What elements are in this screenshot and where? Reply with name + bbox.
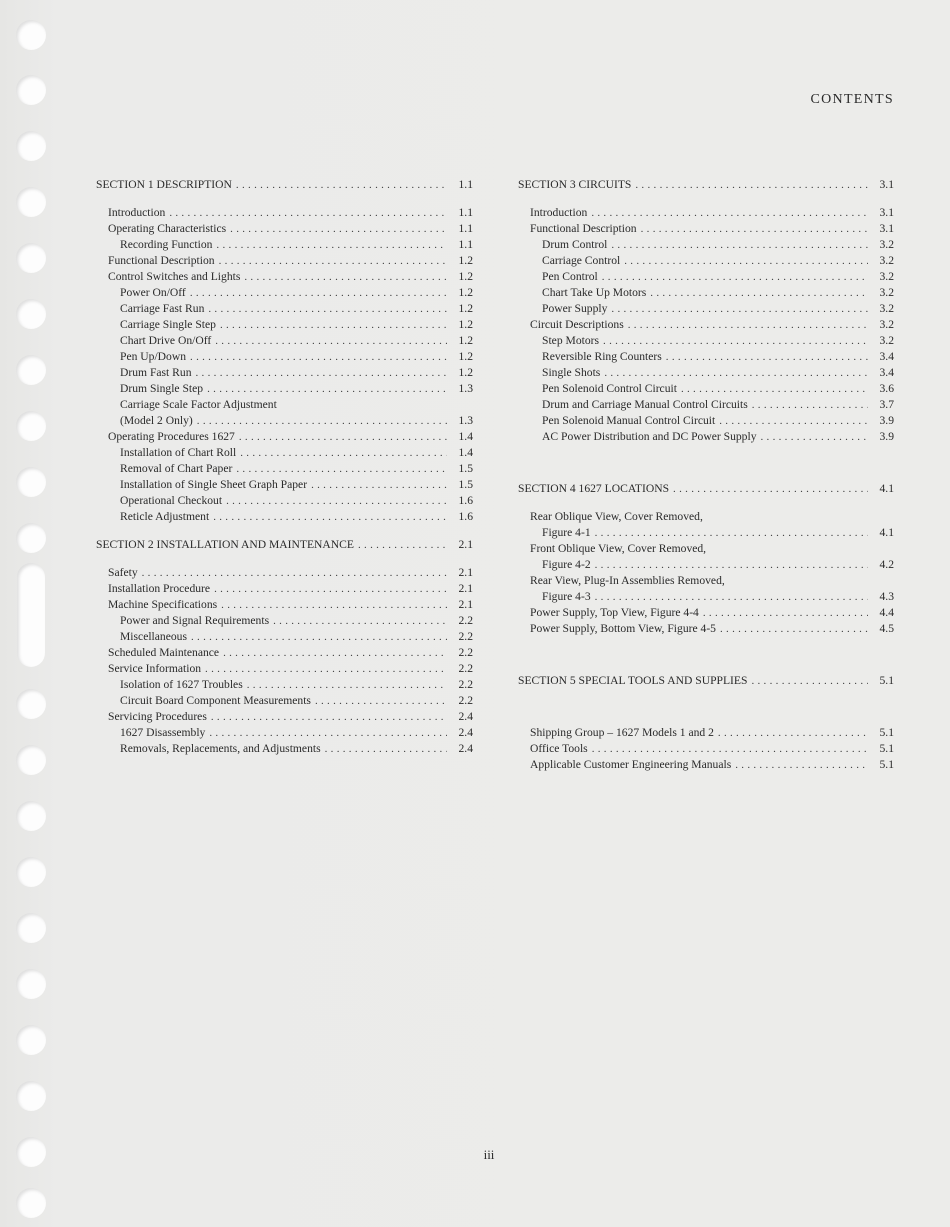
toc-page: 3.1	[879, 206, 894, 219]
toc-page: 3.9	[879, 414, 894, 427]
toc-label: Control Switches and Lights	[108, 270, 241, 283]
toc-entry[interactable]	[518, 221, 894, 237]
toc-leader	[169, 205, 447, 221]
binder-hole	[16, 745, 46, 775]
toc-label: Safety	[108, 566, 138, 579]
toc-leader	[719, 413, 868, 429]
toc-page: 1.1	[458, 222, 473, 235]
toc-leader	[190, 285, 447, 301]
toc-label: (Model 2 Only)	[120, 414, 193, 427]
toc-entry[interactable]	[96, 629, 473, 645]
toc-label: Shipping Group – 1627 Models 1 and 2	[530, 726, 714, 739]
toc-label: Reticle Adjustment	[120, 510, 210, 523]
toc-label: Carriage Single Step	[120, 318, 216, 331]
toc-leader	[196, 365, 448, 381]
binder-slot	[17, 563, 45, 667]
toc-leader	[666, 349, 868, 365]
toc-entry[interactable]	[96, 709, 473, 725]
toc-label: Single Shots	[542, 366, 601, 379]
toc-page: 1.2	[458, 270, 473, 283]
toc-page: 4.5	[879, 622, 894, 635]
toc-section-heading[interactable]	[518, 481, 894, 497]
toc-leader	[624, 253, 868, 269]
toc-page: 2.1	[458, 582, 473, 595]
binder-hole	[16, 20, 46, 50]
toc-label: Applicable Customer Engineering Manuals	[530, 758, 732, 771]
toc-entry[interactable]	[518, 541, 894, 557]
toc-page: 2.4	[458, 742, 473, 755]
toc-label: Power Supply, Bottom View, Figure 4-5	[530, 622, 716, 635]
toc-leader	[681, 381, 868, 397]
toc-entry[interactable]	[96, 445, 473, 461]
toc-entry[interactable]	[96, 237, 473, 253]
toc-label: Isolation of 1627 Troubles	[120, 678, 243, 691]
binder-holes	[0, 0, 60, 1227]
toc-label: Installation of Chart Roll	[120, 446, 237, 459]
toc-leader	[603, 333, 868, 349]
toc-entry[interactable]	[518, 429, 894, 445]
toc-entry[interactable]	[96, 221, 473, 237]
toc-entry[interactable]	[96, 565, 473, 581]
toc-entry[interactable]	[518, 413, 894, 429]
toc-label: Drum Control	[542, 238, 608, 251]
toc-label: Recording Function	[120, 238, 213, 251]
toc-page: 4.2	[879, 558, 894, 571]
toc-leader	[214, 581, 447, 597]
toc-label: Rear Oblique View, Cover Removed,	[530, 510, 703, 523]
toc-entry[interactable]	[96, 205, 473, 221]
toc-page: 2.1	[458, 538, 473, 551]
toc-label: SECTION 3 CIRCUITS	[518, 178, 632, 191]
toc-entry[interactable]	[96, 317, 473, 333]
toc-entry[interactable]	[96, 413, 473, 429]
toc-leader	[240, 445, 447, 461]
toc-page: 4.3	[879, 590, 894, 603]
page-number: iii	[483, 1147, 495, 1162]
toc-entry[interactable]	[96, 581, 473, 597]
toc-entry[interactable]	[518, 509, 894, 525]
toc-entry[interactable]	[96, 493, 473, 509]
toc-entry[interactable]	[96, 301, 473, 317]
toc-label: Front Oblique View, Cover Removed,	[530, 542, 707, 555]
toc-leader	[650, 285, 868, 301]
toc-leader	[595, 557, 868, 573]
binder-hole	[16, 689, 46, 719]
binder-hole	[16, 131, 46, 161]
toc-entry[interactable]	[518, 365, 894, 381]
toc-leader	[602, 269, 868, 285]
toc-leader	[592, 741, 868, 757]
toc-leader	[190, 349, 447, 365]
toc-page: 1.1	[458, 238, 473, 251]
toc-leader	[635, 177, 868, 193]
toc-page: 1.6	[458, 494, 473, 507]
toc-section-heading[interactable]	[518, 177, 894, 193]
toc-leader	[751, 673, 868, 689]
toc-page: 1.4	[458, 446, 473, 459]
toc-leader	[197, 413, 447, 429]
toc-entry[interactable]	[518, 381, 894, 397]
toc-page: 1.4	[458, 430, 473, 443]
binder-hole	[16, 523, 46, 553]
toc-page: 1.1	[458, 178, 473, 191]
binder-hole	[16, 969, 46, 999]
toc-page: 2.2	[458, 662, 473, 675]
toc-page: 5.1	[879, 726, 894, 739]
toc-page: 3.6	[879, 382, 894, 395]
toc-leader	[718, 725, 868, 741]
toc-label: Reversible Ring Counters	[542, 350, 662, 363]
toc-page: 3.1	[879, 222, 894, 235]
toc-entry[interactable]	[518, 349, 894, 365]
toc-page: 2.2	[458, 694, 473, 707]
toc-entry[interactable]	[96, 365, 473, 381]
toc-entry[interactable]	[96, 285, 473, 301]
binder-hole	[16, 857, 46, 887]
toc-page: 1.5	[458, 478, 473, 491]
toc-label: Carriage Control	[542, 254, 621, 267]
toc-label: Introduction	[108, 206, 166, 219]
toc-entry[interactable]	[96, 677, 473, 693]
toc-label: Power Supply, Top View, Figure 4-4	[530, 606, 699, 619]
toc-entry[interactable]	[96, 509, 473, 525]
toc-leader	[209, 725, 447, 741]
toc-page: 5.1	[879, 674, 894, 687]
toc-page: 3.2	[879, 254, 894, 267]
toc-page: 3.2	[879, 302, 894, 315]
toc-leader	[244, 269, 447, 285]
toc-page: 5.1	[879, 742, 894, 755]
toc-leader	[641, 221, 868, 237]
page-title: CONTENTS	[810, 92, 894, 107]
toc-label: SECTION 4 1627 LOCATIONS	[518, 482, 670, 495]
toc-entry[interactable]	[96, 381, 473, 397]
toc-label: Pen Solenoid Manual Control Circuit	[542, 414, 716, 427]
toc-leader	[207, 381, 447, 397]
toc-label: Service Information	[108, 662, 202, 675]
toc-page: 4.1	[879, 482, 894, 495]
toc-page: 1.6	[458, 510, 473, 523]
toc-leader	[628, 317, 868, 333]
toc-page: 4.4	[879, 606, 894, 619]
toc-page: 1.2	[458, 350, 473, 363]
toc-entry[interactable]	[518, 557, 894, 573]
toc-leader	[760, 429, 868, 445]
toc-page: 2.2	[458, 646, 473, 659]
toc-label: SECTION 1 DESCRIPTION	[96, 178, 232, 191]
toc-leader	[215, 333, 447, 349]
toc-leader	[595, 525, 868, 541]
toc-label: AC Power Distribution and DC Power Supply	[542, 430, 757, 443]
toc-leader	[325, 741, 447, 757]
toc-label: Circuit Board Component Measurements	[120, 694, 311, 707]
toc-page: 2.2	[458, 614, 473, 627]
binder-hole	[16, 1025, 46, 1055]
toc-right-column	[518, 177, 894, 773]
toc-entry[interactable]	[518, 397, 894, 413]
toc-page: 1.3	[458, 382, 473, 395]
toc-label: Installation Procedure	[108, 582, 211, 595]
toc-entry[interactable]	[96, 661, 473, 677]
toc-entry[interactable]	[96, 613, 473, 629]
toc-page: 1.1	[458, 206, 473, 219]
toc-page: 1.5	[458, 462, 473, 475]
binder-hole	[16, 411, 46, 441]
toc-page: 3.2	[879, 270, 894, 283]
toc-label: Functional Description	[530, 222, 637, 235]
toc-label: Pen Control	[542, 270, 598, 283]
toc-label: Power Supply	[542, 302, 608, 315]
toc-label: Power On/Off	[120, 286, 186, 299]
toc-leader	[735, 757, 868, 773]
toc-entry[interactable]	[518, 253, 894, 269]
toc-leader	[219, 253, 447, 269]
toc-page: 1.2	[458, 286, 473, 299]
toc-leader	[239, 429, 447, 445]
toc-leader	[273, 613, 447, 629]
binder-hole	[16, 913, 46, 943]
toc-label: Chart Take Up Motors	[542, 286, 647, 299]
toc-page: 1.3	[458, 414, 473, 427]
toc-leader	[236, 461, 447, 477]
toc-page: 1.2	[458, 254, 473, 267]
binder-hole	[16, 355, 46, 385]
toc-leader	[230, 221, 447, 237]
toc-leader	[720, 621, 868, 637]
toc-entry[interactable]	[96, 741, 473, 757]
toc-entry[interactable]	[518, 237, 894, 253]
toc-entry[interactable]	[518, 525, 894, 541]
toc-left-column	[96, 177, 473, 757]
toc-page: 1.2	[458, 334, 473, 347]
toc-label: Introduction	[530, 206, 588, 219]
toc-label: Power and Signal Requirements	[120, 614, 270, 627]
toc-entry[interactable]	[518, 725, 894, 741]
toc-page: 3.2	[879, 334, 894, 347]
toc-page: 2.1	[458, 566, 473, 579]
toc-leader	[703, 605, 868, 621]
toc-leader	[591, 205, 868, 221]
toc-page: 2.2	[458, 630, 473, 643]
binder-hole	[16, 1081, 46, 1111]
toc-leader	[216, 237, 447, 253]
toc-leader	[611, 301, 868, 317]
toc-entry[interactable]	[518, 573, 894, 589]
toc-label: Installation of Single Sheet Graph Paper	[120, 478, 308, 491]
toc-page: 2.2	[458, 678, 473, 691]
toc-leader	[213, 509, 447, 525]
toc-label: Removals, Replacements, and Adjustments	[120, 742, 321, 755]
toc-label: Pen Up/Down	[120, 350, 187, 363]
toc-entry[interactable]	[96, 645, 473, 661]
toc-page: 3.2	[879, 286, 894, 299]
toc-entry[interactable]	[96, 597, 473, 613]
toc-entry[interactable]	[96, 397, 473, 413]
binder-hole	[16, 801, 46, 831]
toc-label: Operating Characteristics	[108, 222, 227, 235]
toc-entry[interactable]	[518, 317, 894, 333]
toc-leader	[315, 693, 447, 709]
toc-label: Office Tools	[530, 742, 588, 755]
toc-leader	[611, 237, 868, 253]
binder-hole	[16, 187, 46, 217]
toc-label: Figure 4-3	[542, 590, 591, 603]
toc-entry[interactable]	[96, 477, 473, 493]
toc-leader	[358, 537, 447, 553]
toc-label: Chart Drive On/Off	[120, 334, 212, 347]
toc-entry[interactable]	[518, 741, 894, 757]
toc-leader	[191, 629, 447, 645]
toc-label: Operational Checkout	[120, 494, 223, 507]
toc-page: 4.1	[879, 526, 894, 539]
binder-hole	[16, 467, 46, 497]
toc-label: SECTION 5 SPECIAL TOOLS AND SUPPLIES	[518, 674, 748, 687]
toc-label: 1627 Disassembly	[120, 726, 206, 739]
toc-entry[interactable]	[518, 269, 894, 285]
toc-label: Carriage Scale Factor Adjustment	[120, 398, 277, 411]
toc-page: 1.2	[458, 366, 473, 379]
binder-hole	[16, 243, 46, 273]
toc-label: Operating Procedures 1627	[108, 430, 235, 443]
toc-leader	[205, 661, 447, 677]
toc-label: Figure 4-2	[542, 558, 591, 571]
toc-page: 3.2	[879, 318, 894, 331]
toc-entry[interactable]	[518, 301, 894, 317]
toc-entry[interactable]	[96, 429, 473, 445]
toc-label: Functional Description	[108, 254, 215, 267]
toc-page: 3.2	[879, 238, 894, 251]
toc-entry[interactable]	[96, 333, 473, 349]
toc-page: 3.9	[879, 430, 894, 443]
toc-label: Drum and Carriage Manual Control Circuits	[542, 398, 748, 411]
toc-label: Miscellaneous	[120, 630, 187, 643]
toc-page: 1.2	[458, 302, 473, 315]
toc-label: Carriage Fast Run	[120, 302, 205, 315]
toc-leader	[208, 301, 447, 317]
toc-leader	[142, 565, 447, 581]
toc-leader	[236, 177, 447, 193]
toc-page: 2.1	[458, 598, 473, 611]
toc-section-heading[interactable]	[96, 537, 473, 553]
toc-leader	[220, 317, 447, 333]
toc-leader	[226, 493, 447, 509]
toc-section-heading[interactable]	[96, 177, 473, 193]
binder-hole	[16, 75, 46, 105]
toc-entry[interactable]	[96, 461, 473, 477]
toc-leader	[604, 365, 868, 381]
toc-leader	[311, 477, 447, 493]
toc-entry[interactable]	[96, 725, 473, 741]
toc-entry[interactable]	[518, 333, 894, 349]
toc-page: 3.4	[879, 350, 894, 363]
toc-label: Circuit Descriptions	[530, 318, 624, 331]
toc-entry[interactable]	[518, 285, 894, 301]
toc-page: 1.2	[458, 318, 473, 331]
toc-entry[interactable]	[96, 349, 473, 365]
toc-entry[interactable]	[518, 621, 894, 637]
toc-leader	[211, 709, 447, 725]
binder-hole	[16, 299, 46, 329]
toc-page: 3.7	[879, 398, 894, 411]
toc-leader	[752, 397, 868, 413]
toc-label: SECTION 2 INSTALLATION AND MAINTENANCE	[96, 538, 354, 551]
toc-section-heading[interactable]	[518, 673, 894, 689]
toc-leader	[595, 589, 868, 605]
toc-label: Drum Fast Run	[120, 366, 192, 379]
toc-page: 5.1	[879, 758, 894, 771]
toc-label: Rear View, Plug-In Assemblies Removed,	[530, 574, 725, 587]
toc-entry[interactable]	[96, 693, 473, 709]
toc-entry[interactable]	[518, 589, 894, 605]
toc-entry[interactable]	[518, 605, 894, 621]
toc-label: Machine Specifications	[108, 598, 218, 611]
toc-page: 3.1	[879, 178, 894, 191]
toc-leader	[673, 481, 868, 497]
toc-label: Servicing Procedures	[108, 710, 207, 723]
toc-leader	[221, 597, 447, 613]
toc-page: 3.4	[879, 366, 894, 379]
toc-page: 2.4	[458, 726, 473, 739]
toc-label: Drum Single Step	[120, 382, 204, 395]
toc-entry[interactable]	[96, 269, 473, 285]
toc-label: Step Motors	[542, 334, 600, 347]
toc-page: 2.4	[458, 710, 473, 723]
toc-leader	[247, 677, 447, 693]
toc-leader	[223, 645, 447, 661]
toc-entry[interactable]	[96, 253, 473, 269]
toc-label: Pen Solenoid Control Circuit	[542, 382, 677, 395]
toc-label: Figure 4-1	[542, 526, 591, 539]
binder-hole	[16, 1188, 46, 1218]
toc-label: Removal of Chart Paper	[120, 462, 233, 475]
toc-entry[interactable]	[518, 757, 894, 773]
toc-label: Scheduled Maintenance	[108, 646, 220, 659]
toc-entry[interactable]	[518, 205, 894, 221]
